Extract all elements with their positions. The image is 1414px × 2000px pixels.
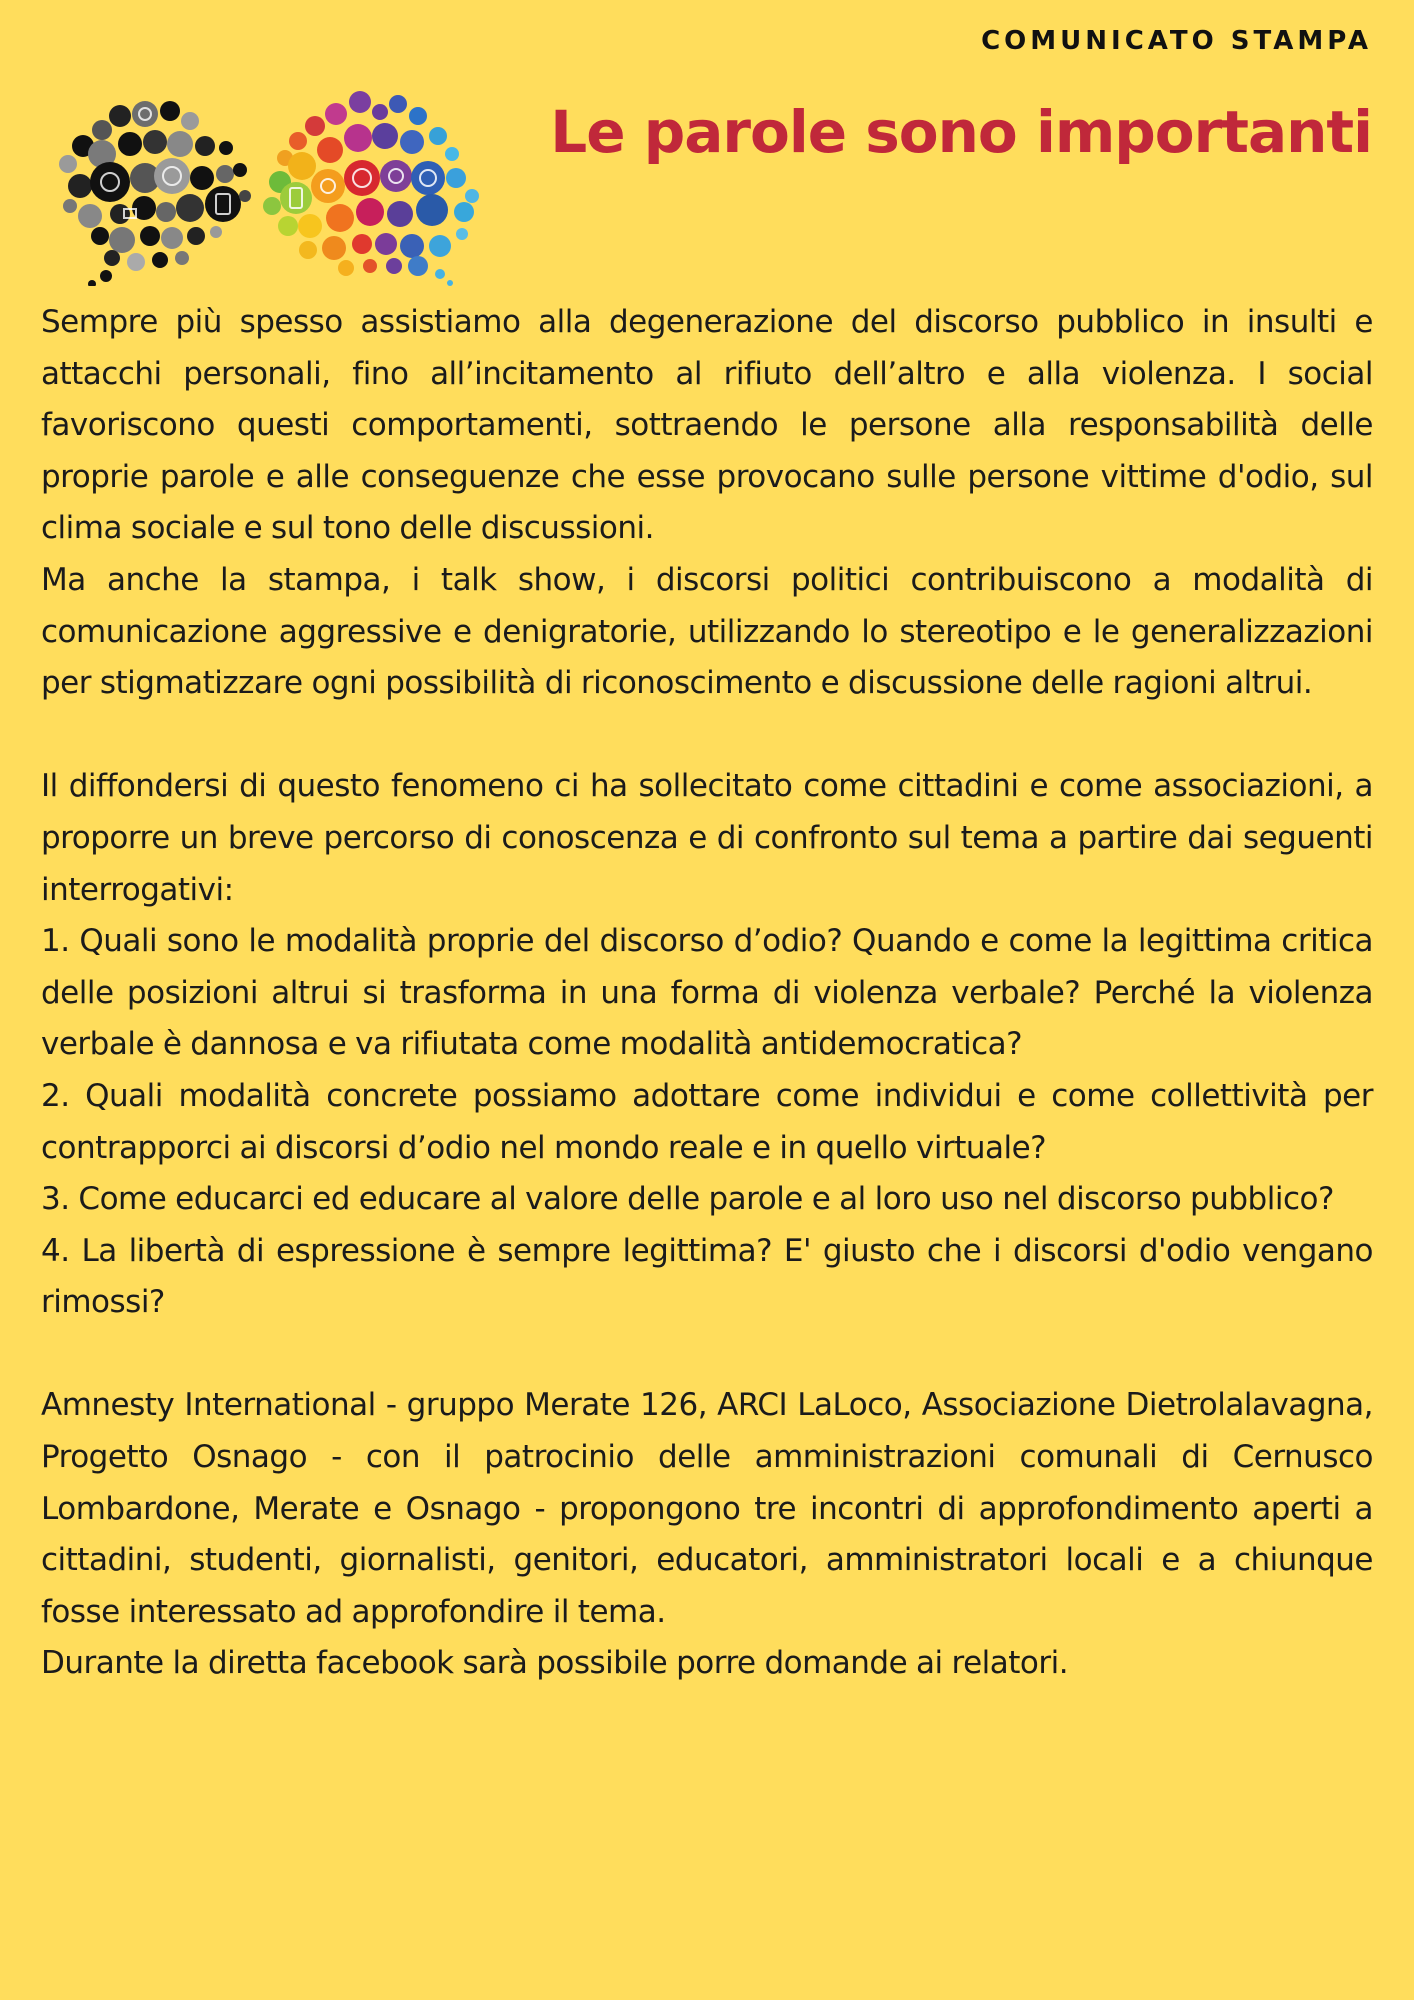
paragraph-intro: Sempre più spesso assistiamo alla degenerazione del discorso pubblico in insulti e attacchi personali, fino all’incitamento al rifiuto dell’altro e alla violenza. I social favoriscono questi comportamenti, sottraendo le persone alla responsabilità delle proprie parole e alle conseguenze che esse provocano sulle persone vittime d'odio, sul clima sociale e sul tono delle discussioni. [41, 304, 1373, 547]
question-3: 3. Come educarci ed educare al valore delle parole e al loro uso nel discorso pubblico? [41, 1181, 1334, 1218]
paragraph-facebook-live: Durante la diretta facebook sarà possibile porre domande ai relatori. [41, 1645, 1069, 1682]
color-speech-bubble-icon [263, 91, 479, 286]
page-title: Le parole sono importanti [550, 98, 1372, 166]
paragraph-spacer [41, 1329, 1373, 1381]
kicker-label: COMUNICATO STAMPA [981, 26, 1372, 56]
question-1: 1. Quali sono le modalità proprie del discorso d’odio? Quando e come la legittima critica delle posizioni altrui si trasforma in una forma di violenza verbale? Perché la violenza verbale è dannosa e va rifiutata come modalità antidemocratica? [41, 923, 1373, 1063]
paragraph-organizers: Amnesty International - gruppo Merate 126, ARCI LaLoco, Associazione Dietrolalavagna, Progetto Osnago - con il patrocinio delle amministrazioni comunali di Cernusco Lombardone, Merate e Osnago - propongono tre incontri di approfondimento aperti a cittadini, studenti, giornalisti, genitori, educatori, amministratori locali e a chiunque fosse interessato ad approfondire il tema. [41, 1387, 1373, 1630]
paragraph-spacer [41, 710, 1373, 762]
paragraph-media: Ma anche la stampa, i talk show, i discorsi politici contribuiscono a modalità di comunicazione aggressive e denigratorie, utilizzando lo stereotipo e le generalizzazioni per stigmatizzare ogni possibilità di riconoscimento e discussione delle ragioni altrui. [41, 561, 1373, 702]
body-text [41, 297, 1373, 1690]
dark-speech-bubble-icon [59, 101, 251, 286]
question-4: 4. La libertà di espressione è sempre legittima? E' giusto che i discorsi d'odio vengano rimossi? [41, 1232, 1373, 1321]
question-2: 2. Quali modalità concrete possiamo adottare come individui e come collettività per contrapporci ai discorsi d’odio nel mondo reale e in quello virtuale? [41, 1077, 1373, 1166]
paragraph-questions-intro: Il diffondersi di questo fenomeno ci ha sollecitato come cittadini e come associazioni, a proporre un breve percorso di conoscenza e di confronto sul tema a partire dai seguenti interrogativi: [41, 768, 1373, 908]
speech-bubbles-logo [40, 86, 510, 286]
